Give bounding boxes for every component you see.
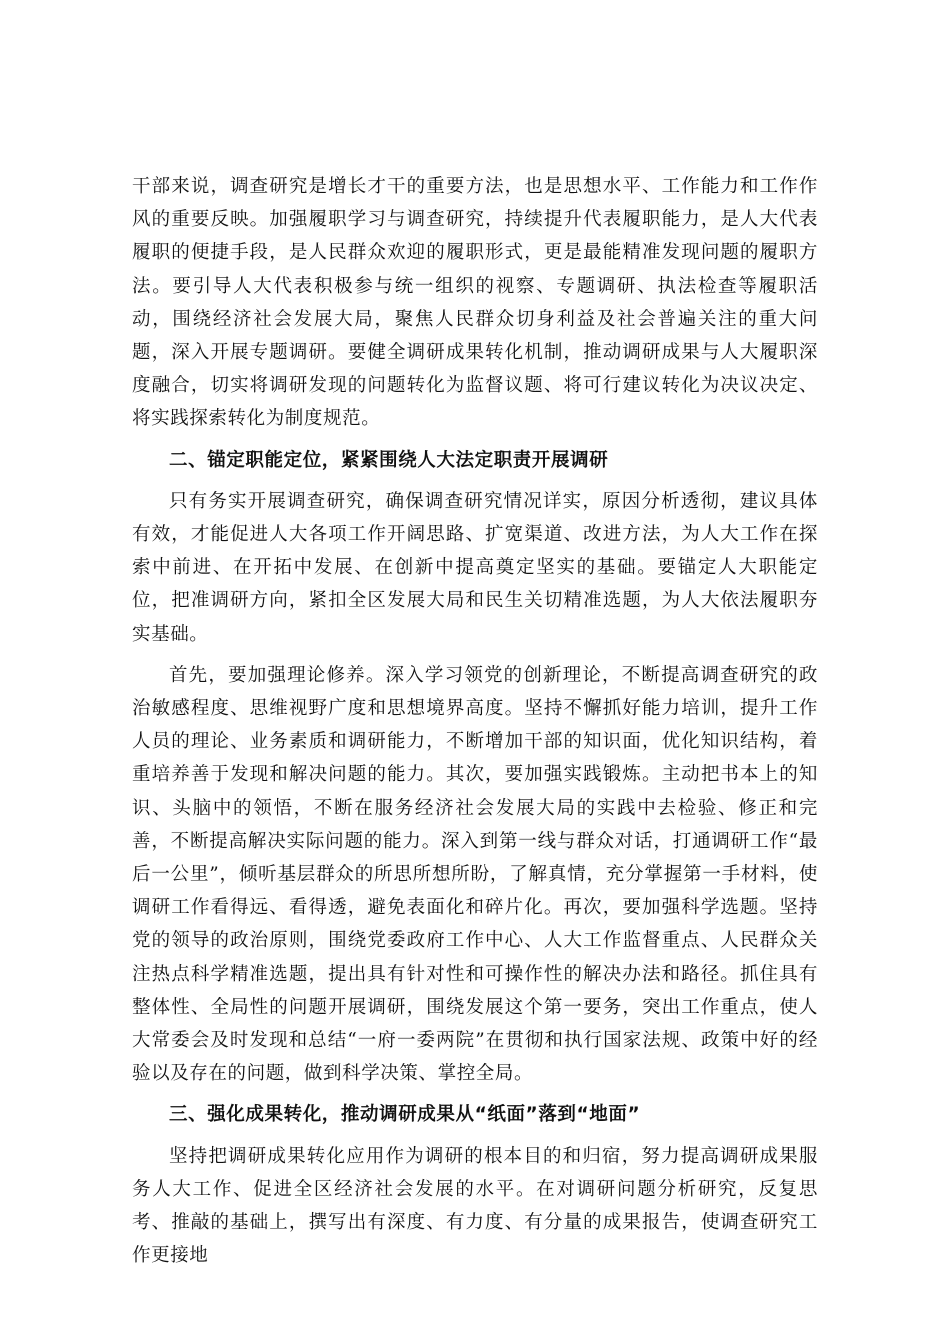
paragraph-section-2-intro: 只有务实开展调查研究，确保调查研究情况详实，原因分析透彻，建议具体有效，才能促进人大各项工作开阔思路、扩宽渠道、改进方法，为人大工作在探索中前进、在开拓中发展、在创新中提高奠定坚实的基础。要锚定人大职能定位，把准调研方向，紧扣全区发展大局和民生关切精准选题，为人大依法履职夯实基础。 — [132, 490, 818, 645]
paragraph-continuation: 干部来说，调查研究是增长才干的重要方法，也是思想水平、工作能力和工作作风的重要反映。加强履职学习与调查研究，持续提升代表履职能力，是人大代表履职的便捷手段，是人民群众欢迎的履职形式，更是最能精准发现问题的履职方法。要引导人大代表积极参与统一组织的视察、专题调研、执法检查等履职活动，围绕经济社会发展大局，聚焦人民群众切身利益及社会普遍关注的重大问题，深入开展专题调研。要健全调研成果转化机制，推动调研成果与人大履职深度融合，切实将调研发现的问题转化为监督议题、将可行建议转化为决议决定、将实践探索转化为制度规范。 — [132, 176, 818, 430]
section-heading-2: 二、锚定职能定位，紧紧围绕人大法定职责开展调研 — [169, 449, 609, 471]
section-heading-3: 三、强化成果转化，推动调研成果从“纸面”落到“地面” — [169, 1104, 641, 1126]
document-body — [132, 170, 818, 1281]
paragraph-section-3-intro: 坚持把调研成果转化应用作为调研的根本目的和归宿，努力提高调研成果服务人大工作、促进全区经济社会发展的水平。在对调研问题分析研究，反复思考、推敲的基础上，撰写出有深度、有力度、有分量的成果报告，使调查研究工作更接地 — [132, 1145, 818, 1267]
paragraph-section-2-detail: 首先，要加强理论修养。深入学习领党的创新理论，不断提高调查研究的政治敏感程度、思维视野广度和思想境界高度。坚持不懈抓好能力培训，提升工作人员的理论、业务素质和调研能力，不断增加干部的知识面，优化知识结构，着重培养善于发现和解决问题的能力。其次，要加强实践锻炼。主动把书本上的知识、头脑中的领悟，不断在服务经济社会发展大局的实践中去检验、修正和完善，不断提高解决实际问题的能力。深入到第一线与群众对话，打通调研工作“最后一公里”，倾听基层群众的所思所想所盼，了解真情，充分掌握第一手材料，使调研工作看得远、看得透，避免表面化和碎片化。再次，要加强科学选题。坚持党的领导的政治原则，围绕党委政府工作中心、人大工作监督重点、人民群众关注热点科学精准选题，提出具有针对性和可操作性的解决办法和路径。抓住具有整体性、全局性的问题开展调研，围绕发展这个第一要务，突出工作重点，使人大常委会及时发现和总结“一府一委两院”在贯彻和执行国家法规、政策中好的经验以及存在的问题，做到科学决策、掌控全局。 — [132, 664, 818, 1085]
